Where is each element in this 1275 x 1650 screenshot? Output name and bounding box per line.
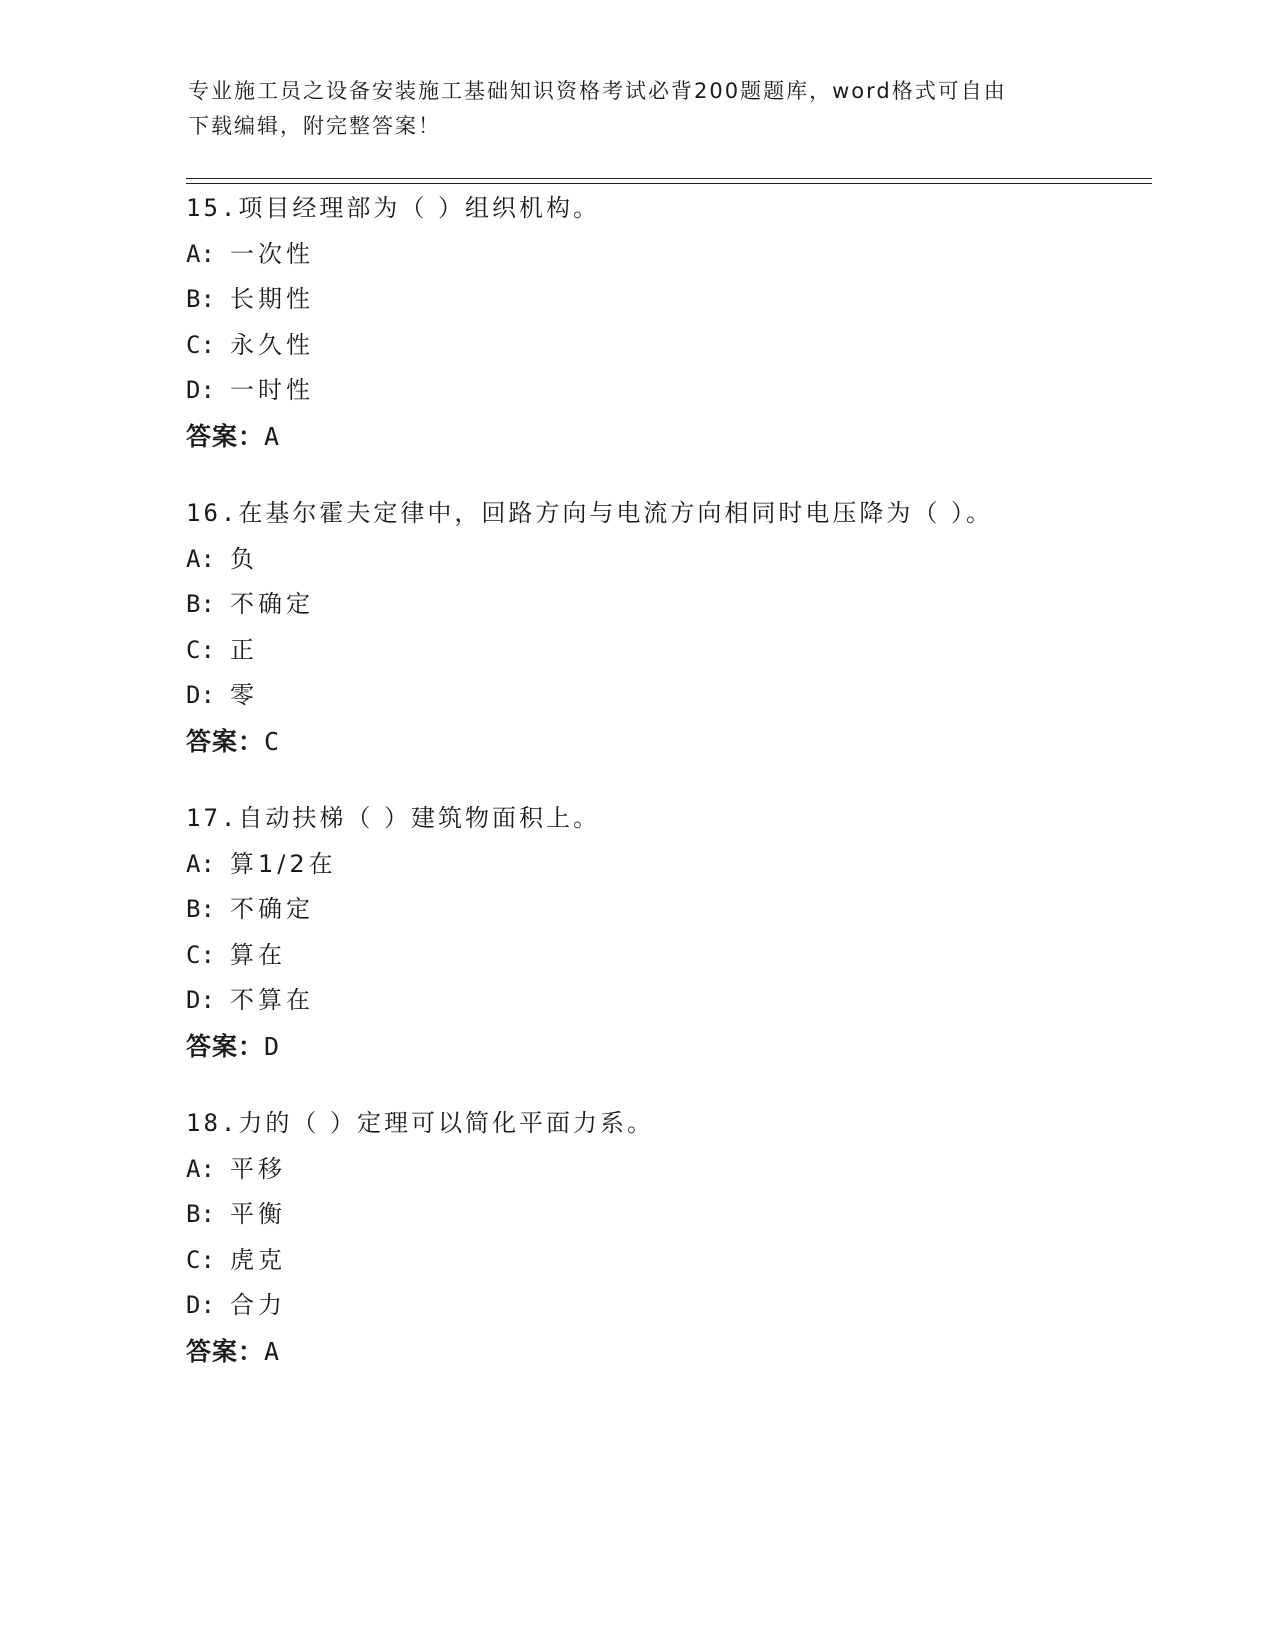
question-number: 17. [186, 804, 239, 832]
answer-label: 答案： [186, 1031, 265, 1061]
option-text: 不算在 [230, 986, 314, 1014]
answer-value: A [264, 421, 280, 451]
option-text: 一时性 [230, 376, 314, 404]
option-c [186, 323, 1166, 369]
option-c [186, 1238, 1166, 1284]
answer-label: 答案： [186, 726, 265, 756]
option-c [186, 628, 1166, 674]
answer-label: 答案： [186, 1336, 265, 1366]
option-b [186, 582, 1166, 628]
option-text: 永久性 [230, 330, 314, 359]
option-text: 长期性 [230, 285, 314, 313]
option-letter: D: [186, 986, 215, 1014]
question-number: 16. [186, 499, 239, 527]
option-letter: B: [186, 895, 215, 923]
option-letter: A: [186, 849, 215, 878]
question-line [186, 796, 1166, 842]
option-letter: A: [186, 239, 215, 268]
question-line [186, 186, 1166, 232]
question-block [186, 186, 1166, 459]
question-line [186, 491, 1166, 537]
option-text: 合力 [230, 1291, 286, 1319]
header-divider-top [186, 178, 1152, 179]
option-text: 算在 [230, 940, 286, 969]
option-b [186, 1192, 1166, 1238]
question-block [186, 491, 1166, 764]
option-text: 负 [230, 544, 258, 573]
option-letter: B: [186, 285, 215, 313]
question-text: 在基尔霍夫定律中，回路方向与电流方向相同时电压降为（ ）。 [238, 499, 993, 527]
option-text: 虎克 [230, 1245, 286, 1274]
option-letter: D: [186, 681, 215, 709]
option-a [186, 537, 1166, 583]
option-letter: C: [186, 330, 215, 359]
option-letter: A: [186, 544, 215, 573]
question-block [186, 1101, 1166, 1374]
question-text: 自动扶梯（ ）建筑物面积上。 [238, 804, 600, 832]
question-text: 项目经理部为（ ）组织机构。 [238, 194, 600, 222]
option-text: 零 [230, 681, 258, 709]
option-text: 一次性 [230, 239, 314, 268]
header-line-1: 专业施工员之设备安装施工基础知识资格考试必背200题题库，word格式可自由 [188, 79, 1007, 103]
option-b [186, 277, 1166, 323]
option-letter: C: [186, 635, 215, 664]
question-number: 15. [186, 194, 239, 222]
option-letter: B: [186, 590, 215, 618]
option-d [186, 673, 1166, 719]
option-letter: B: [186, 1200, 215, 1228]
question-block [186, 796, 1166, 1069]
option-d [186, 978, 1166, 1024]
question-number: 18. [186, 1109, 239, 1137]
option-d [186, 1283, 1166, 1329]
option-letter: D: [186, 376, 215, 404]
option-text: 不确定 [230, 590, 314, 618]
answer-label: 答案： [186, 421, 265, 451]
option-a [186, 842, 1166, 888]
answer-value: C [264, 726, 280, 756]
option-letter: C: [186, 1245, 215, 1274]
option-text: 正 [230, 635, 258, 664]
document-header [188, 74, 1078, 144]
header-divider-bottom [186, 183, 1152, 184]
question-line [186, 1101, 1166, 1147]
option-text: 不确定 [230, 895, 314, 923]
answer-value: D [264, 1031, 280, 1061]
option-d [186, 368, 1166, 414]
option-letter: D: [186, 1291, 215, 1319]
question-text: 力的（ ）定理可以简化平面力系。 [238, 1109, 654, 1137]
option-text: 算1/2在 [230, 849, 337, 878]
option-text: 平移 [230, 1154, 286, 1183]
answer-line [186, 1329, 1166, 1375]
answer-line [186, 414, 1166, 460]
header-line-2: 下载编辑，附完整答案！ [188, 114, 441, 138]
option-text: 平衡 [230, 1200, 286, 1228]
option-a [186, 1147, 1166, 1193]
option-letter: C: [186, 940, 215, 969]
answer-value: A [264, 1336, 280, 1366]
option-c [186, 933, 1166, 979]
option-b [186, 887, 1166, 933]
option-a [186, 232, 1166, 278]
answer-line [186, 1024, 1166, 1070]
answer-line [186, 719, 1166, 765]
option-letter: A: [186, 1154, 215, 1183]
